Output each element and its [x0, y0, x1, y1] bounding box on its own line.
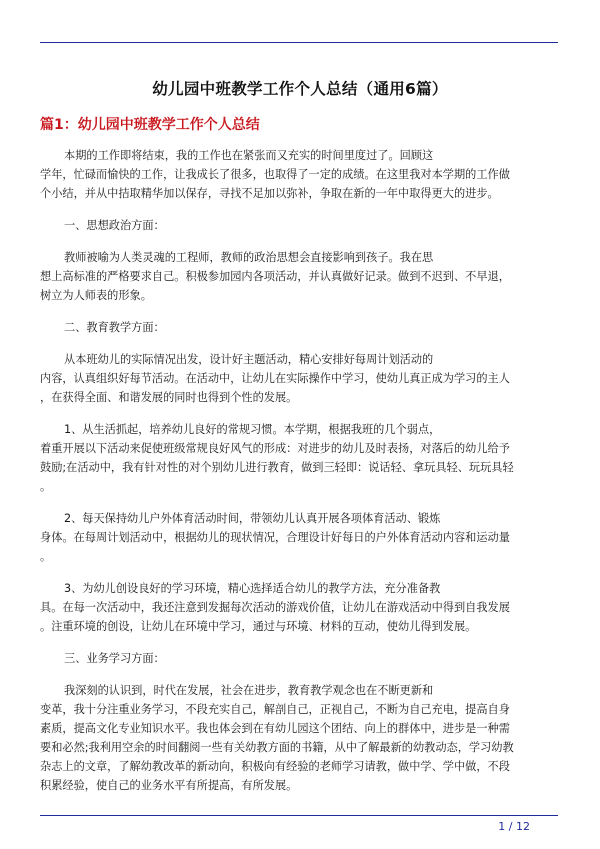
document-title: 幼儿园中班教学工作个人总结（通用6篇） — [152, 80, 448, 98]
text-line: 杂志上的文章，了解幼教改革的新动向，积极向有经验的老师学习请教，做中学、学中做，不段 — [40, 760, 510, 773]
text-line: 1、从生活抓起，培养幼儿良好的常规习惯。本学期，根据我班的几个弱点， — [64, 423, 441, 436]
heading-study: 三、业务学习方面： — [64, 652, 165, 665]
paragraph-item-1 — [40, 420, 558, 496]
paragraph-politics — [40, 248, 558, 305]
text-line: 鼓励;在活动中，我有针对性的对个别幼儿进行教育，做到三轻即：说话轻、拿玩具轻、玩玩具轻 — [40, 461, 514, 474]
text-line: 着重开展以下活动来促使班级常规良好风气的形成：对进步的幼儿及时表扬，对落后的幼儿给予 — [40, 442, 510, 455]
header-rule — [40, 42, 558, 43]
paragraph-teaching — [40, 350, 558, 407]
text-line: 我深刻的认识到，时代在发展，社会在进步，教育教学观念也在不断更新和 — [64, 684, 434, 697]
text-line: 从本班幼儿的实际情况出发，设计好主题活动，精心安排好每周计划活动的 — [64, 353, 434, 366]
text-line: 。 — [40, 550, 52, 563]
text-line: 具。在每一次活动中，我还注意到发掘每次活动的游戏价值，让幼儿在游戏活动中得到自我发展 — [40, 601, 510, 614]
paragraph-study — [40, 681, 558, 795]
heading-politics: 一、思想政治方面： — [64, 219, 165, 232]
paragraph-item-2 — [40, 509, 558, 566]
paragraph-item-3 — [40, 579, 558, 636]
text-line: 积累经验，使自己的业务水平有所提高，有所发展。 — [40, 779, 298, 792]
text-line: 想上高标准的严格要求自己。积极参加园内各项活动，并认真做好记录。做到不迟到、不早退， — [40, 270, 510, 283]
text-line: ，在获得全面、和谐发展的同时也得到个性的发展。 — [40, 391, 298, 404]
text-line: 身体。在每周计划活动中，根据幼儿的现状情况，合理设计好每日的户外体育活动内容和运动量 — [40, 531, 510, 544]
text-line: 教师被喻为人类灵魂的工程师，教师的政治思想会直接影响到孩子。我在思 — [64, 251, 434, 264]
text-line: 树立为人师表的形象。 — [40, 289, 152, 302]
text-line: 。注重环境的创设，让幼儿在环境中学习，通过与环境、材料的互动，使幼儿得到发展。 — [40, 620, 477, 633]
text-line: 内容，认真组织好每节活动。在活动中，让幼儿在实际操作中学习，使幼儿真正成为学习的主人 — [40, 372, 510, 385]
paragraph-intro — [40, 146, 558, 203]
text-line: 本期的工作即将结束，我的工作也在紧张而又充实的时间里度过了。回顾这 — [64, 149, 434, 162]
document-body — [40, 146, 558, 795]
footer-rule — [40, 815, 558, 816]
text-line: 学年，忙碌而愉快的工作，让我成长了很多，也取得了一定的成绩。在这里我对本学期的工作做 — [40, 168, 510, 181]
text-line: 3、为幼儿创设良好的学习环境，精心选择适合幼儿的教学方法，充分准备教 — [64, 582, 441, 595]
text-line: 要和必然;我利用空余的时间翻阅一些有关幼教方面的书籍，从中了解最新的幼教动态，学习幼教 — [40, 741, 514, 754]
page-number: 1 / 12 — [498, 820, 530, 833]
text-line: 2、每天保持幼儿户外体育活动时间，带领幼儿认真开展各项体育活动、锻炼 — [64, 512, 441, 525]
text-line: 素质，提高文化专业知识水平。我也体会到在有幼儿园这个团结、向上的群体中，进步是一种需 — [40, 722, 510, 735]
section-title: 篇1：幼儿园中班教学工作个人总结 — [40, 117, 260, 133]
text-line: 。 — [40, 480, 52, 493]
heading-teaching: 二、教育教学方面： — [64, 321, 165, 334]
text-line: 变革，我十分注重业务学习，不段充实自己，解剖自己，正视自己，不断为自己充电，提高自身 — [40, 703, 510, 716]
text-line: 个小结，并从中拮取精华加以保存，寻找不足加以弥补，争取在新的一年中取得更大的进步。 — [40, 187, 499, 200]
